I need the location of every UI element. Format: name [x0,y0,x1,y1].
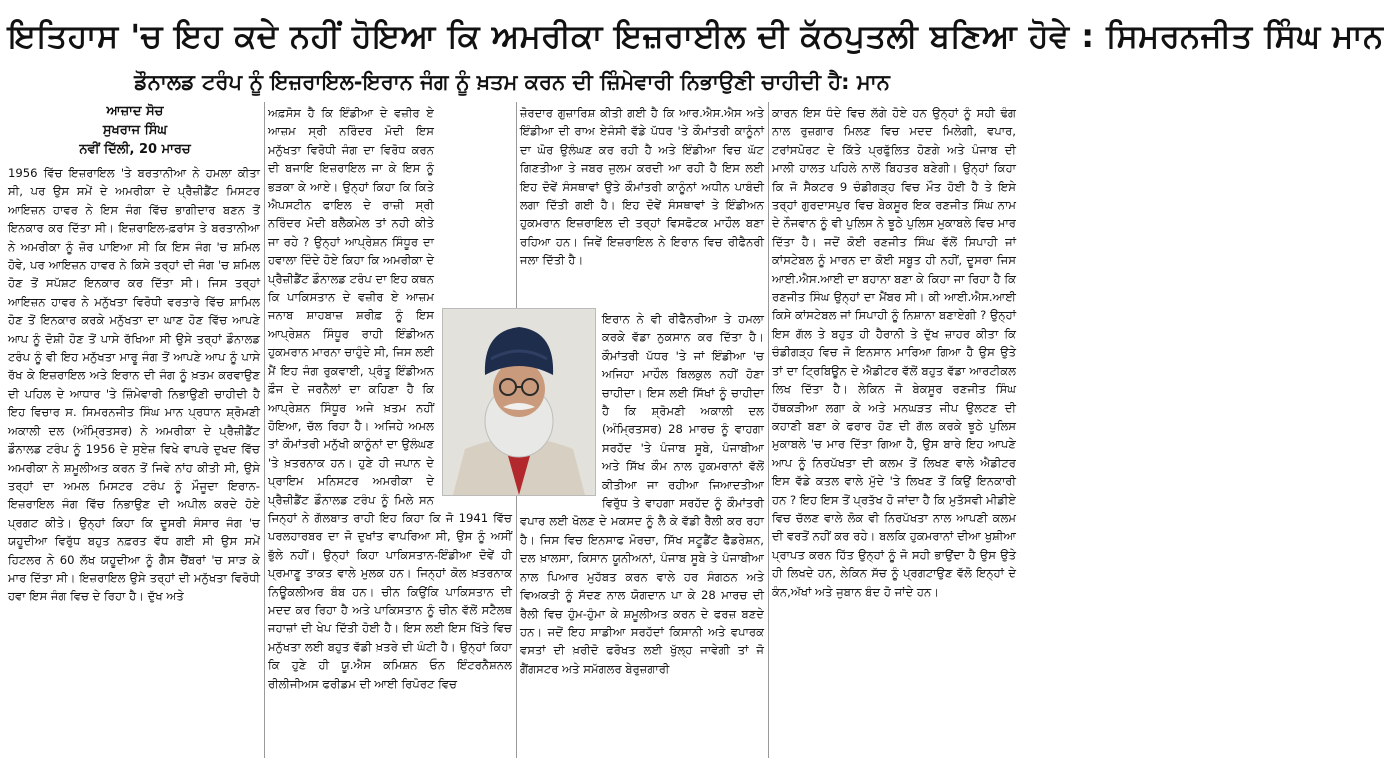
portrait-illustration [443,309,595,495]
article-column-3-text: ਇਰਾਨ ਨੇ ਵੀ ਰੀਫੈਨਰੀਆ ਤੇ ਹਮਲਾ ਕਰਕੇ ਵੱਡਾ ਨੁਕਸਾਨ ਕਰ ਦਿੱਤਾ ਹੈ। ਕੌਮਾਂਤਰੀ ਪੱਧਰ 'ਤੇ ਜਾਂ ਇੰਡੀਆ 'ਚ ਅਜਿਹਾ ਮਾਹੌਲ ਬਿਲਕੁਲ ਨਹੀਂ ਹੋਣਾ ਚਾਹੀਦਾ। ਇਸ ਲਈ ਸਿੱਖਾਂ ਨੂੰ ਚਾਹੀਦਾ ਹੈ ਕਿ ਸ਼੍ਰੋਮਣੀ ਅਕਾਲੀ ਦਲ (ਅੰਮ੍ਰਿਤਸਰ) 28 ਮਾਰਚ ਨੂੰ ਵਾਹਗਾ ਸਰਹੱਦ 'ਤੇ ਪੰਜਾਬ ਸੂਬੇ, ਪੰਜਾਬੀਆ ਅਤੇ ਸਿੱਖ ਕੌਮ ਨਾਲ ਹੁਕਮਰਾਨਾਂ ਵੱਲੋਂ ਕੀਤੀਆ ਜਾ ਰਹੀਆ ਜਿਆਦਤੀਆ ਵਿਰੁੱਧ ਤੇ ਵਾਹਗਾ ਸਰਹੱਦ ਨੂੰ ਕੌਮਾਂਤਰੀ ਵਪਾਰ ਲਈ ਖੋਲਣ ਦੇ ਮਕਸਦ ਨੂੰ ਲੈ ਕੇ ਵੱਡੀ ਰੈਲੀ ਕਰ ਰਹਾ ਹੈ। ਜਿਸ ਵਿਚ ਇਨਸਾਫ ਮੋਰਚਾ, ਸਿੱਖ ਸਟੂਡੈਂਟ ਫੈਡਰੇਸ਼ਨ, ਦਲ ਖ਼ਾਲਸਾ, ਕਿਸਾਨ ਯੂਨੀਅਨਾਂ, ਪੰਜਾਬ ਸੂਬੇ ਤੇ ਪੰਜਾਬੀਆ ਨਾਲ ਪਿਆਰ ਮੁਹੱਬਤ ਕਰਨ ਵਾਲੇ ਹਰ ਸੰਗਠਨ ਅਤੇ ਵਿਅਕਤੀ ਨੂੰ ਸੱਦਣ ਨਾਲ ਯੋਗਦਾਨ ਪਾ ਕੇ 28 ਮਾਰਚ ਦੀ ਰੈਲੀ ਵਿਚ ਹੁੰਮ-ਹੁੰਮਾ ਕੇ ਸ਼ਮੂਲੀਅਤ ਕਰਨ ਦੇ ਫਰਜ਼ ਬਣਦੇ ਹਨ। ਜਦੋਂ ਇਹ ਸਾਡੀਆ ਸਰਹੱਦਾਂ ਕਿਸਾਨੀ ਅਤੇ ਵਪਾਰਕ ਵਸਤਾਂ ਦੀ ਖ਼ਰੀਦੋ ਫਰੋਖਤ ਲਈ ਖੁੱਲ੍ਹ ਜਾਵੇਗੀ ਤਾਂ ਜੋ ਗੈਂਗਸਟਰ ਅਤੇ ਸਮੱਗਲਰ ਬੇਰੁਜ਼ਗਾਰੀ [520,312,764,676]
article-column-1: 1956 ਵਿੱਚ ਇਜ਼ਰਾਇਲ 'ਤੇ ਬਰਤਾਨੀਆ ਨੇ ਹਮਲਾ ਕੀਤਾ ਸੀ, ਪਰ ਉਸ ਸਮੇਂ ਦੇ ਅਮਰੀਕਾ ਦੇ ਪ੍ਰੈਜ਼ੀਡੈਂਟ ਮਿਸਟਰ ਆਇਜ਼ਨ ਹਾਵਰ ਨੇ ਇਸ ਜੰਗ ਵਿੱਚ ਭਾਗੀਦਾਰ ਬਣਨ ਤੋਂ ਇਨਕਾਰ ਕਰ ਦਿੱਤਾ ਸੀ। ਇਜ਼ਰਾਇਲ-ਫ਼ਰਾਂਸ ਤੇ ਬਰਤਾਨੀਆ ਨੇ ਅਮਰੀਕਾ ਨੂੰ ਜ਼ੋਰ ਪਾਇਆ ਸੀ ਕਿ ਇਸ ਜੰਗ 'ਚ ਸ਼ਮਿਲ ਹੋਵੇ, ਪਰ ਆਇਜ਼ਨ ਹਾਵਰ ਨੇ ਕਿਸੇ ਤਰ੍ਹਾਂ ਦੀ ਜੰਗ 'ਚ ਸ਼ਮਿਲ ਹੋਣ ਤੋਂ ਸਪੱਸ਼ਟ ਇਨਕਾਰ ਕਰ ਦਿੱਤਾ ਸੀ। ਜਿਸ ਤਰ੍ਹਾਂ ਆਇਜ਼ਨ ਹਾਵਰ ਨੇ ਮਨੁੱਖਤਾ ਵਿਰੋਧੀ ਵਰਤਾਰੇ ਵਿੱਚ ਸ਼ਾਮਿਲ ਹੋਣ ਤੋਂ ਇਨਕਾਰ ਕਰਕੇ ਮਨੁੱਖਤਾ ਦਾ ਘਾਣ ਹੋਣ ਵਿੱਚ ਆਪਣੇ ਆਪ ਨੂੰ ਦੋਸ਼ੀ ਹੋਣ ਤੋਂ ਪਾਸੇ ਰੱਖਿਆ ਸੀ ਉਸੇ ਤਰ੍ਹਾਂ ਡੌਨਾਲਡ ਟਰੰਪ ਨੂੰ ਵੀ ਇਹ ਮਨੁੱਖਤਾ ਮਾਰੂ ਜੰਗ ਤੋਂ ਆਪਣੇ ਆਪ ਨੂੰ ਪਾਸੇ ਰੱਖ ਕੇ ਇਜ਼ਰਾਇਲ ਅਤੇ ਇਰਾਨ ਦੀ ਜੰਗ ਨੂੰ ਖ਼ਤਮ ਕਰਵਾਉਣ ਦੀ ਪਹਿਲ ਦੇ ਆਧਾਰ 'ਤੇ ਜ਼ਿੰਮੇਵਾਰੀ ਨਿਭਾਉਣੀ ਚਾਹੀਦੀ ਹੈ ਇਹ ਵਿਚਾਰ ਸ. ਸਿਮਰਨਜੀਤ ਸਿੰਘ ਮਾਨ ਪ੍ਰਧਾਨ ਸ਼੍ਰੋਮਣੀ ਅਕਾਲੀ ਦਲ (ਅੰਮ੍ਰਿਤਸਰ) ਨੇ ਅਮਰੀਕਾ ਦੇ ਪ੍ਰੈਜ਼ੀਡੈਂਟ ਡੌਨਾਲਡ ਟਰੰਪ ਨੂੰ 1956 ਦੇ ਸੁਏਜ਼ ਵਿਖੇ ਵਾਪਰੇ ਦੁਖਦ ਵਿੱਚ ਅਮਰੀਕਾ ਨੇ ਸ਼ਮੂਲੀਅਤ ਕਰਨ ਤੋਂ ਜਿਵੇ ਨਾਂਹ ਕੀਤੀ ਸੀ, ਉਸੇ ਤਰ੍ਹਾਂ ਦਾ ਅਮਲ ਮਿਸਟਰ ਟਰੰਪ ਨੂੰ ਮੌਜੂਦਾ ਇਰਾਨ-ਇਜ਼ਰਾਇਲ ਜੰਗ ਵਿੱਚ ਨਿਭਾਉਣ ਦੀ ਅਪੀਲ ਕਰਦੇ ਹੋਏ ਪ੍ਰਗਟ ਕੀਤੇ। ਉਨ੍ਹਾਂ ਕਿਹਾ ਕਿ ਦੂਸਰੀ ਸੰਸਾਰ ਜੰਗ 'ਚ ਯਹੂਦੀਆ ਵਿਰੁੱਧ ਬਹੁਤ ਨਫ਼ਰਤ ਵੱਧ ਗਈ ਸੀ ਉਸ ਸਮੇਂ ਹਿਟਲਰ ਨੇ 60 ਲੱਖ ਯਹੂਦੀਆ ਨੂੰ ਗੈਸ ਚੈਂਬਰਾਂ 'ਚ ਸਾੜ ਕੇ ਮਾਰ ਦਿੱਤਾ ਸੀ। ਇਜ਼ਰਾਇਲ ਉਸੇ ਤਰ੍ਹਾਂ ਦੀ ਮਨੁੱਖਤਾ ਵਿਰੋਧੀ ਹਵਾ ਇਸ ਜੰਗ ਵਿਚ ਦੇ ਰਿਹਾ ਹੈ। ਦੁੱਖ ਅਤੇ [8,166,260,604]
byline [10,102,260,159]
article-column-2-text: ਅਫ਼ਸੋਸ ਹੈ ਕਿ ਇੰਡੀਆ ਦੇ ਵਜ਼ੀਰ ਏ ਆਜ਼ਮ ਸ੍ਰੀ ਨਰਿੰਦਰ ਮੋਦੀ ਇਸ ਮਨੁੱਖਤਾ ਵਿਰੋਧੀ ਜੰਗ ਦਾ ਵਿਰੋਧ ਕਰਨ ਦੀ ਬਜਾਇ ਇਜ਼ਰਾਇਲ ਜਾ ਕੇ ਇਸ ਨੂੰ ਭੜਕਾ ਕੇ ਆਏ। ਉਨ੍ਹਾਂ ਕਿਹਾ ਕਿ ਕਿਤੇ ਐਪਸਟੀਨ ਫਾਇਲ ਦੇ ਰਾਜ਼ੀ ਸ੍ਰੀ ਨਰਿੰਦਰ ਮੋਦੀ ਬਲੈਕਮੇਲ ਤਾਂ ਨਹੀ ਕੀਤੇ ਜਾ ਰਹੇ ? ਉਨ੍ਹਾਂ ਆਪ੍ਰੇਸ਼ਨ ਸਿੰਧੂਰ ਦਾ ਹਵਾਲਾ ਦਿੰਦੇ ਹੋਏ ਕਿਹਾ ਕਿ ਅਮਰੀਕਾ ਦੇ ਪ੍ਰੈਜ਼ੀਡੈਂਟ ਡੌਨਾਲਡ ਟਰੰਪ ਦਾ ਇਹ ਕਥਨ ਕਿ ਪਾਕਿਸਤਾਨ ਦੇ ਵਜ਼ੀਰ ਏ ਆਜ਼ਮ ਜਨਾਬ ਸ਼ਾਹਬਾਜ਼ ਸ਼ਰੀਫ਼ ਨੂੰ ਇਸ ਆਪ੍ਰੇਸ਼ਨ ਸਿੰਧੂਰ ਰਾਹੀ ਇੰਡੀਅਨ ਹੁਕਮਰਾਨ ਮਾਰਨਾ ਚਾਹੁੰਦੇ ਸੀ, ਜਿਸ ਲਈ ਮੈਂ ਇਹ ਜੰਗ ਰੁਕਵਾਈ, ਪ੍ਰੰਤੂ ਇੰਡੀਅਨ ਫ਼ੌਜ ਦੇ ਜਰਨੈਲਾਂ ਦਾ ਕਹਿਣਾ ਹੈ ਕਿ ਆਪ੍ਰੇਸ਼ਨ ਸਿੰਧੂਰ ਅਜੇ ਖ਼ਤਮ ਨਹੀਂ ਹੋਇਆ, ਚੱਲ ਰਿਹਾ ਹੈ। ਅਜਿਹੇ ਅਮਲ ਤਾਂ ਕੌਮਾਂਤਰੀ ਮਨੁੱਖੀ ਕਾਨੂੰਨਾਂ ਦਾ ਉਲੰਘਣ 'ਤੇ ਖ਼ਤਰਨਾਕ ਹਨ। ਹੁਣੇ ਹੀ ਜਪਾਨ ਦੇ ਪ੍ਰਾਇਮ ਮਨਿਸਟਰ ਅਮਰੀਕਾ ਦੇ ਪ੍ਰੈਜ਼ੀਡੈਂਟ ਡੌਨਾਲਡ ਟਰੰਪ ਨੂੰ ਮਿਲੇ ਸਨ ਜਿਨ੍ਹਾਂ ਨੇ ਗੱਲਬਾਤ ਰਾਹੀ ਇਹ ਕਿਹਾ ਕਿ ਜੋ 1941 ਵਿੱਚ ਪਰਲਹਾਰਬਰ ਦਾ ਜੋ ਦੁਖਾਂਤ ਵਾਪਰਿਆ ਸੀ, ਉਸ ਨੂੰ ਅਸੀਂ ਭੁੱਲੇ ਨਹੀਂ। ਉਨ੍ਹਾਂ ਕਿਹਾ ਪਾਕਿਸਤਾਨ-ਇੰਡੀਆ ਦੋਵੇਂ ਹੀ ਪ੍ਰਮਾਣੂ ਤਾਕਤ ਵਾਲੇ ਮੁਲਕ ਹਨ। ਜਿਨ੍ਹਾਂ ਕੋਲ ਖ਼ਤਰਨਾਕ ਨਿਊਕਲੀਅਰ ਬੰਬ ਹਨ। ਚੀਨ ਕਿਉਂਕਿ ਪਾਕਿਸਤਾਨ ਦੀ ਮਦਦ ਕਰ ਰਿਹਾ ਹੈ ਅਤੇ ਪਾਕਿਸਤਾਨ ਨੂੰ ਚੀਨ ਵੱਲੋਂ ਸਟੈਲਥ ਜਹਾਜ਼ਾਂ ਦੀ ਖੇਪ ਦਿੱਤੀ ਹੋਈ ਹੈ। ਇਸ ਲਈ ਇਸ ਖਿੱਤੇ ਵਿਚ ਮਨੁੱਖਤਾ ਲਈ ਬਹੁਤ ਵੱਡੀ ਖ਼ਤਰੇ ਦੀ ਘੰਟੀ ਹੈ। ਉਨ੍ਹਾਂ ਕਿਹਾ ਕਿ ਹੁਣੇ ਹੀ ਯੂ.ਐਸ ਕਮਿਸ਼ਨ ਓਨ ਇੰਟਰਨੈਸ਼ਨਲ ਰੀਲੀਜੀਅਸ ਫਰੀਡਮ ਦੀ ਆਈ ਰਿਪੋਰਟ ਵਿਚ [268,106,512,691]
portrait-photo [442,308,596,496]
column-rule [768,102,769,758]
subheadline: ਡੌਨਾਲਡ ਟਰੰਪ ਨੂੰ ਇਜ਼ਰਾਇਲ-ਇਰਾਨ ਜੰਗ ਨੂੰ ਖ਼ਤਮ ਕਰਨ ਦੀ ਜ਼ਿੰਮੇਵਾਰੀ ਨਿਭਾਉਣੀ ਚਾਹੀਦੀ ਹੈ: ਮਾਨ [134,70,890,94]
byline-dateline: ਨਵੀਂ ਦਿੱਲੀ, 20 ਮਾਰਚ [79,142,191,157]
article-column-3-top: ਜ਼ੋਰਦਾਰ ਗੁਜ਼ਾਰਿਸ਼ ਕੀਤੀ ਗਈ ਹੈ ਕਿ ਆਰ.ਐਸ.ਐਸ ਅਤੇ ਇੰਡੀਆ ਦੀ ਰਾਅ ਏਜੰਸੀ ਵੱਡੇ ਪੱਧਰ 'ਤੇ ਕੌਮਾਂਤਰੀ ਕਾਨੂੰਨਾਂ ਦਾ ਘੋਰ ਉਲੰਘਣ ਕਰ ਰਹੀ ਹੈ ਅਤੇ ਇੰਡੀਆ ਵਿਚ ਘੱਟ ਗਿਣਤੀਆ ਤੇ ਜਬਰ ਜੁਲਮ ਕਰਦੀ ਆ ਰਹੀ ਹੈ ਇਸ ਲਈ ਇਹ ਦੋਵੇਂ ਸੰਸਥਾਵਾਂ ਉਤੇ ਕੌਮਾਂਤਰੀ ਕਾਨੂੰਨਾਂ ਅਧੀਨ ਪਾਬੰਦੀ ਲਗਾ ਦਿੱਤੀ ਗਈ ਹੈ। ਇਹ ਦੋਵੇਂ ਸੰਸਥਾਵਾਂ ਤੇ ਇੰਡੀਅਨ ਹੁਕਮਰਾਨ ਇਜ਼ਰਾਇਲ ਦੀ ਤਰ੍ਹਾਂ ਵਿਸਫੋਟਕ ਮਾਹੌਲ ਬਣਾ ਰਹਿਆ ਹਨ। ਜਿਵੇਂ ਇਜ਼ਰਾਇਲ ਨੇ ਇਰਾਨ ਵਿਚ ਰੀਫੈਨਰੀ ਜਲਾ ਦਿੱਤੀ ਹੈ। [520,106,764,268]
byline-author: ਸੁਖਰਾਜ ਸਿੰਘ [102,123,168,138]
article-column-4: ਕਾਰਨ ਇਸ ਧੰਦੇ ਵਿਚ ਲੱਗੇ ਹੋਏ ਹਨ ਉਨ੍ਹਾਂ ਨੂੰ ਸਹੀ ਢੰਗ ਨਾਲ ਰੁਜ਼ਗਾਰ ਮਿਲਣ ਵਿਚ ਮਦਦ ਮਿਲੇਗੀ, ਵਪਾਰ, ਟਰਾਂਸਪੋਰਟ ਦੇ ਕਿੱਤੇ ਪ੍ਰਫੁੱਲਿਤ ਹੋਣਗੇ ਅਤੇ ਪੰਜਾਬ ਦੀ ਮਾਲੀ ਹਾਲਤ ਪਹਿਲੇ ਨਾਲੋਂ ਬਿਹਤਰ ਬਣੇਗੀ। ਉਨ੍ਹਾਂ ਕਿਹਾ ਕਿ ਜੋ ਸੈਕਟਰ 9 ਚੰਡੀਗੜ੍ਹ ਵਿਚ ਮੌਤ ਹੋਈ ਹੈ ਤੇ ਇਸੇ ਤਰ੍ਹਾਂ ਗੁਰਦਾਸਪੁਰ ਵਿਚ ਬੇਕਸੂਰ ਇਕ ਰਣਜੀਤ ਸਿੰਘ ਨਾਮ ਦੇ ਨੌਜਵਾਨ ਨੂੰ ਵੀ ਪੁਲਿਸ ਨੇ ਝੂਠੇ ਪੁਲਿਸ ਮੁਕਾਬਲੇ ਵਿਚ ਮਾਰ ਦਿੱਤਾ ਹੈ। ਜਦੋਂ ਕੋਈ ਰਣਜੀਤ ਸਿੰਘ ਵੱਲੋਂ ਸਿਪਾਹੀ ਜਾਂ ਕਾਂਸਟੇਬਲ ਨੂੰ ਮਾਰਨ ਦਾ ਕੋਈ ਸਬੂਤ ਹੀ ਨਹੀਂ, ਦੂਸਰਾ ਜਿਸ ਆਈ.ਐਸ.ਆਈ ਦਾ ਬਹਾਨਾ ਬਣਾ ਕੇ ਕਿਹਾ ਜਾ ਰਿਹਾ ਹੈ ਕਿ ਰਣਜੀਤ ਸਿੰਘ ਉਨ੍ਹਾਂ ਦਾ ਮੈਂਬਰ ਸੀ। ਕੀ ਆਈ.ਐਸ.ਆਈ ਕਿਸੇ ਕਾਂਸਟੇਬਲ ਜਾਂ ਸਿਪਾਹੀ ਨੂੰ ਨਿਸ਼ਾਨਾ ਬਣਾਏਗੀ ? ਉਨ੍ਹਾਂ ਇਸ ਗੱਲ ਤੇ ਬਹੁਤ ਹੀ ਹੈਰਾਨੀ ਤੇ ਦੁੱਖ ਜ਼ਾਹਰ ਕੀਤਾ ਕਿ ਚੰਡੀਗੜ੍ਹ ਵਿਚ ਜੋ ਇਨਸਾਨ ਮਾਰਿਆ ਗਿਆ ਹੈ ਉਸ ਉਤੇ ਤਾਂ ਦਾ ਟ੍ਰਿਬਿਊਨ ਦੇ ਐਡੀਟਰ ਵੱਲੋਂ ਬਹੁਤ ਵੱਡਾ ਆਰਟੀਕਲ ਲਿਖ ਦਿੱਤਾ ਹੈ। ਲੇਕਿਨ ਜੋ ਬੇਕਸੂਰ ਰਣਜੀਤ ਸਿੰਘ ਹੱਥਕੜੀਆ ਲਗਾ ਕੇ ਅਤੇ ਮਨਘੜਤ ਜੀਪ ਉਲਟਣ ਦੀ ਕਹਾਣੀ ਬਣਾ ਕੇ ਫਰਾਰ ਹੋਣ ਦੀ ਗੱਲ ਕਰਕੇ ਝੂਠੇ ਪੁਲਿਸ ਮੁਕਾਬਲੇ 'ਚ ਮਾਰ ਦਿੱਤਾ ਗਿਆ ਹੈ, ਉਸ ਬਾਰੇ ਇਹ ਆਪਣੇ ਆਪ ਨੂੰ ਨਿਰਪੱਖਤਾ ਦੀ ਕਲਮ ਤੋਂ ਲਿਖਣ ਵਾਲੇ ਐਡੀਟਰ ਇਸ ਵੱਡੇ ਕਤਲ ਵਾਲੇ ਮੁੱਦੇ 'ਤੇ ਲਿਖਣ ਤੋਂ ਕਿਉਂ ਇਨਕਾਰੀ ਹਨ ? ਇਹ ਇਸ ਤੋਂ ਪ੍ਰਤੱਖ ਹੋ ਜਾਂਦਾ ਹੈ ਕਿ ਮੁਤੱਸਵੀ ਮੀਡੀਏ ਵਿਚ ਚੱਲਣ ਵਾਲੇ ਲੋਕ ਵੀ ਨਿਰਪੱਖਤਾ ਨਾਲ ਆਪਣੀ ਕਲਮ ਦੀ ਵਰਤੋਂ ਨਹੀਂ ਕਰ ਰਹੇ। ਬਲਕਿ ਹੁਕਮਰਾਨਾਂ ਦੀਆ ਖੁਸ਼ੀਆ ਪ੍ਰਾਪਤ ਕਰਨ ਹਿੱਤ ਉਨ੍ਹਾਂ ਨੂੰ ਜੋ ਸਹੀ ਭਾਉਂਦਾ ਹੈ ਉਸ ਉਤੇ ਹੀ ਲਿਖਦੇ ਹਨ, ਲੇਕਿਨ ਸੱਚ ਨੂੰ ਪ੍ਰਗਟਾਉਣ ਵੱਲੋ ਇਨ੍ਹਾਂ ਦੇ ਕੰਨ,ਅੱਖਾਂ ਅਤੇ ਜੁਬਾਨ ਬੰਦ ਹੋ ਜਾਂਦੇ ਹਨ। [772,106,1016,599]
column-rule [264,102,265,758]
headline: ਇਤਿਹਾਸ 'ਚ ਇਹ ਕਦੇ ਨਹੀਂ ਹੋਇਆ ਕਿ ਅਮਰੀਕਾ ਇਜ਼ਰਾਈਲ ਦੀ ਕੱਠਪੁਤਲੀ ਬਣਿਆ ਹੋਵੇ : ਸਿਮਰਨਜੀਤ ਸਿੰਘ ਮਾਨ [8,17,1384,55]
byline-source: ਆਜ਼ਾਦ ਸੋਚ [106,104,164,119]
